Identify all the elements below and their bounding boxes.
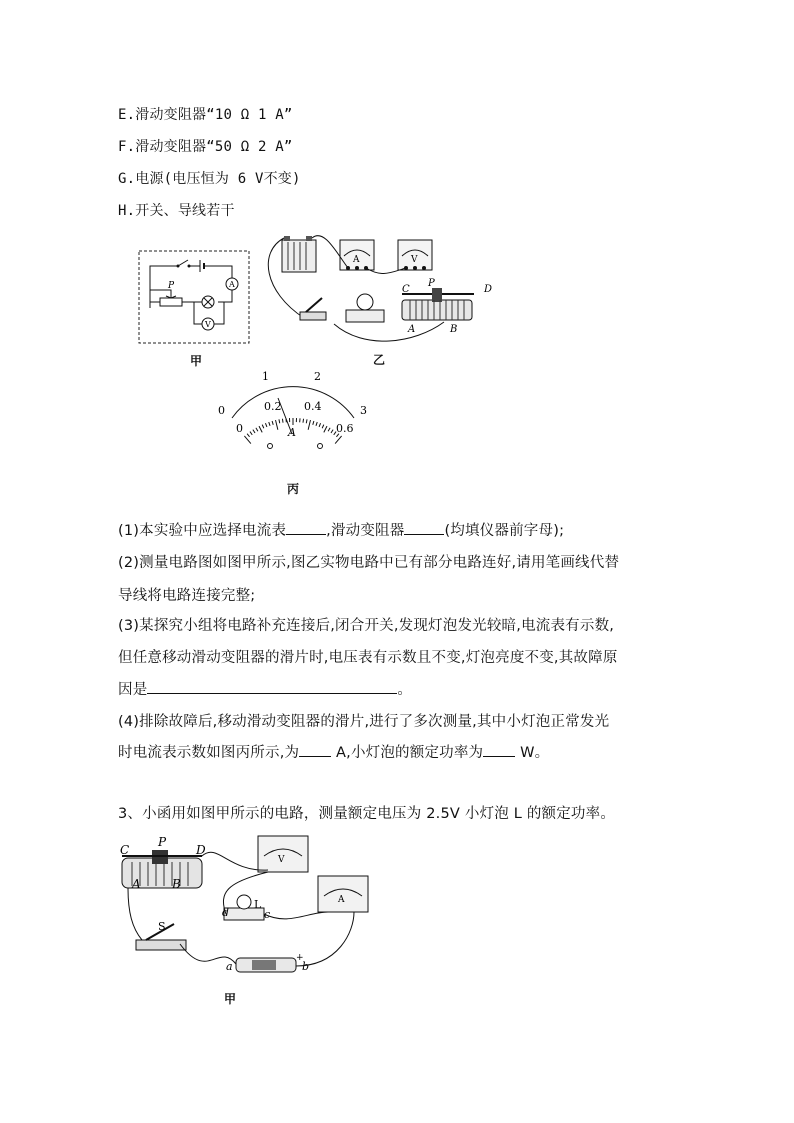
dial-tick bbox=[306, 419, 307, 423]
question-3-line-2: 但任意移动滑动变阻器的滑片时,电压表有示数且不变,灯泡亮度不变,其故障原 bbox=[118, 650, 618, 666]
outer-tick-2: 2 bbox=[314, 370, 321, 383]
inner-tick-04: 0.4 bbox=[304, 400, 322, 413]
answer-blank-fault[interactable] bbox=[147, 679, 397, 694]
answer-blank-current[interactable] bbox=[299, 742, 331, 757]
p3-lamp-label: L bbox=[254, 898, 262, 911]
dial-tick bbox=[244, 436, 250, 444]
inner-tick-0: 0 bbox=[236, 422, 243, 435]
dial-tick bbox=[272, 421, 273, 425]
dial-tick bbox=[335, 436, 341, 444]
dial-tick bbox=[269, 422, 270, 426]
answer-blank-rheostat[interactable] bbox=[404, 520, 444, 535]
question-3-line-3: 因是 。 bbox=[118, 678, 412, 699]
dial-tick bbox=[303, 419, 304, 423]
p3-voltmeter-label: V bbox=[278, 855, 285, 865]
dial-tick bbox=[262, 425, 264, 429]
dial-tick bbox=[256, 428, 258, 431]
dial-tick bbox=[253, 430, 255, 433]
question-2-line-2: 导线将电路连接完整; bbox=[118, 588, 256, 604]
dial-tick bbox=[265, 423, 266, 427]
voltmeter-face-label: V bbox=[411, 255, 418, 265]
dial-tick bbox=[279, 419, 280, 423]
answer-blank-ammeter[interactable] bbox=[286, 520, 326, 535]
dial-tick bbox=[319, 423, 320, 427]
p3-terminal-a: A bbox=[132, 877, 141, 891]
physical-circuit-problem-3 bbox=[118, 832, 378, 982]
dial-tick bbox=[276, 420, 278, 430]
answer-blank-power[interactable] bbox=[483, 742, 515, 757]
dial-tick bbox=[308, 420, 310, 430]
dial-tick bbox=[250, 432, 252, 435]
circuit-diagram-jia bbox=[138, 250, 250, 346]
dial-tick bbox=[313, 421, 314, 425]
ammeter-symbol-label: A bbox=[229, 280, 235, 289]
option-e: E.滑动变阻器“10 Ω 1 A” bbox=[118, 107, 293, 123]
p3-terminal-d: D bbox=[196, 843, 206, 857]
dial-tick bbox=[247, 434, 249, 437]
outer-tick-3: 3 bbox=[360, 404, 367, 417]
dial-tick bbox=[331, 430, 333, 433]
terminal-a-label: A bbox=[408, 324, 416, 335]
physical-circuit-yi bbox=[264, 232, 494, 344]
question-2-line-1: (2)测量电路图如图甲所示,图乙实物电路中已有部分电路连好,请用笔画线代替 bbox=[118, 555, 620, 571]
dial-tick bbox=[282, 419, 283, 423]
voltmeter-symbol-label: V bbox=[205, 320, 211, 329]
dial-tick bbox=[324, 426, 327, 432]
p3-terminal-c: C bbox=[120, 843, 130, 857]
problem-3-statement: 3、小函用如图甲所示的电路，测量额定电压为 2.5V 小灯泡 L 的额定功率。 bbox=[118, 806, 616, 822]
slider-p-label: P bbox=[428, 278, 435, 289]
terminal-d-label: D bbox=[484, 284, 493, 295]
option-h: H.开关、导线若干 bbox=[118, 203, 235, 219]
p3-terminal-c-lower: c bbox=[264, 908, 271, 921]
terminal-b-label: B bbox=[450, 324, 458, 335]
meter-unit: A bbox=[288, 426, 296, 439]
p3-terminal-a-lower: a bbox=[226, 960, 233, 973]
option-g: G.电源(电压恒为 6 V不变) bbox=[118, 171, 301, 187]
p3-terminal-b: B bbox=[172, 877, 181, 891]
inner-tick-02: 0.2 bbox=[264, 400, 282, 413]
terminal-c-label: C bbox=[402, 284, 410, 295]
option-f: F.滑动变阻器“50 Ω 2 A” bbox=[118, 139, 293, 155]
inner-tick-06: 0.6 bbox=[336, 422, 354, 435]
outer-tick-0: 0 bbox=[218, 404, 225, 417]
p3-switch-label: S bbox=[158, 920, 166, 933]
p3-plus-sign: + bbox=[296, 953, 304, 963]
figure-label-yi: 乙 bbox=[373, 353, 386, 367]
p3-terminal-b-lower: b bbox=[302, 960, 310, 973]
question-1: (1)本实验中应选择电流表 ,滑动变阻器 (均填仪器前字母); bbox=[118, 519, 564, 540]
outer-tick-1: 1 bbox=[262, 370, 269, 383]
question-4-line-2: 时电流表示数如图丙所示,为 A,小灯泡的额定功率为 W。 bbox=[118, 741, 549, 762]
dial-tick bbox=[328, 428, 330, 431]
question-4-line-1: (4)排除故障后,移动滑动变阻器的滑片,进行了多次测量,其中小灯泡正常发光 bbox=[118, 714, 610, 730]
dial-tick bbox=[316, 422, 317, 426]
figure-label-jia-2: 甲 bbox=[224, 992, 237, 1006]
question-3-line-1: (3)某探究小组将电路补充连接后,闭合开关,发现灯泡发光较暗,电流表有示数, bbox=[118, 618, 615, 634]
p3-terminal-d-lower: d bbox=[222, 906, 230, 919]
ammeter-dial-bing bbox=[212, 364, 374, 458]
figure-label-jia: 甲 bbox=[190, 354, 203, 368]
ammeter-face-label: A bbox=[353, 255, 360, 265]
rheostat-slider-label: P bbox=[168, 281, 175, 291]
dial-tick bbox=[322, 425, 324, 429]
p3-ammeter-label: A bbox=[338, 895, 345, 905]
p3-slider-p: P bbox=[158, 835, 167, 849]
dial-tick bbox=[259, 426, 262, 432]
figure-label-bing: 丙 bbox=[287, 482, 300, 496]
